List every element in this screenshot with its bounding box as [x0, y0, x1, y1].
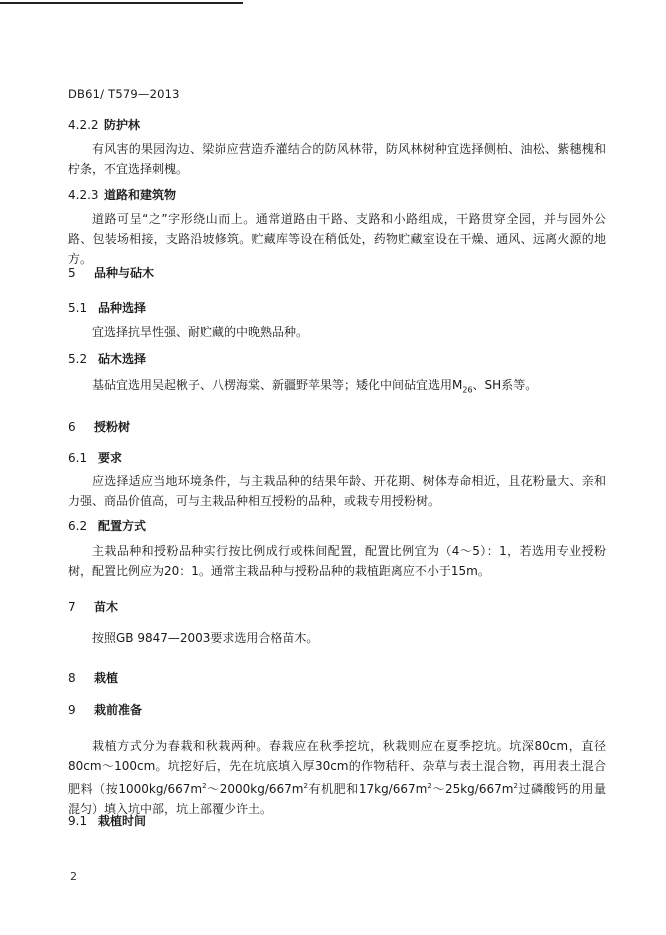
section-title: 品种选择: [98, 301, 147, 315]
section-title: 栽植时间: [98, 814, 147, 828]
standard-code: DB61/ T579—2013: [68, 87, 180, 101]
section-title: 配置方式: [98, 519, 147, 533]
section-number: 9: [68, 703, 76, 717]
section-4-2-3-heading: [68, 186, 176, 203]
section-5-2-heading: [68, 350, 146, 367]
section-5-1-heading: [68, 299, 146, 316]
subscript: 26: [462, 385, 473, 395]
paragraph-6-1: 应选择适应当地环境条件，与主栽品种的结果年龄、开花期、树体寿命相近，且花粉量大、亲和力强、商品价值高，可与主栽品种相互授粉的品种，或栽专用授粉树。: [68, 474, 606, 508]
section-number: 6: [68, 420, 76, 434]
paragraph-text: 有机肥和17kg/667m: [307, 782, 428, 796]
paragraph-7: 按照GB 9847—2003要求选用合格苗木。: [92, 631, 319, 645]
section-number: 8: [68, 671, 76, 685]
section-number: 4.2.2: [68, 118, 99, 132]
section-number: 6.1: [68, 451, 88, 465]
section-8-heading: [68, 669, 118, 686]
section-number: 5: [68, 266, 76, 280]
paragraph-6-2: 主栽品种和授粉品种实行按比例成行或株间配置，配置比例宜为（4～5）：1，若选用专业授粉树，配置比例应为20：1。通常主栽品种与授粉品种的栽植距离应不小于15m。: [68, 544, 606, 578]
section-title: 栽植: [94, 671, 119, 685]
page-number: 2: [70, 870, 77, 883]
section-6-1-heading: [68, 449, 122, 466]
section-title: 砧木选择: [98, 352, 147, 366]
section-title: 栽前准备: [94, 703, 143, 717]
section-number: 6.2: [68, 519, 88, 533]
paragraph-text-tail: 、SH系等。: [472, 378, 538, 392]
paragraph-text: ～25kg/667m: [431, 782, 514, 796]
section-9-1-heading: [68, 812, 146, 829]
superscript: 2: [513, 782, 518, 790]
section-number: 4.2.3: [68, 188, 99, 202]
section-6-2-heading: [68, 517, 146, 534]
paragraph-text: 基砧宜选用吴起楸子、八楞海棠、新疆野苹果等；矮化中间砧宜选用M: [92, 378, 463, 392]
paragraph-5-2: [68, 375, 606, 400]
superscript: 2: [427, 782, 432, 790]
section-number: 5.1: [68, 301, 88, 315]
section-9-heading: [68, 701, 142, 718]
paragraph-4-2-3: 道路可呈“之”字形绕山而上。通常道路由干路、支路和小路组成，干路贯穿全园，并与园外公路、包装场相接，支路沿坡修筑。贮藏库等设在稍低处，药物贮藏室设在干燥、通风、远离火源的地方。: [68, 212, 606, 266]
top-rule: [0, 2, 243, 4]
section-title: 苗木: [94, 600, 119, 614]
section-title: 品种与砧木: [94, 266, 155, 280]
section-7-heading: [68, 598, 118, 615]
section-title: 授粉树: [94, 420, 131, 434]
paragraph-4-2-2: 有风害的果园沟边、梁峁应营造乔灌结合的防风林带，防风林树种宜选择侧柏、油松、紫穗槐和柠条，不宜选择刺槐。: [68, 142, 606, 176]
superscript: 2: [303, 782, 308, 790]
paragraph-text: 栽植方式分为春栽和秋栽两种。春栽应在秋季挖坑，秋栽则应在夏季挖坑。坑深80cm，直径80cm～100cm。坑挖好后，先在坑底填入厚30cm的作物秸秆、杂草与表土混合物，再用表土混合肥料（按1000kg/667m: [68, 739, 606, 796]
section-title: 道路和建筑物: [104, 188, 177, 202]
paragraph-9: [68, 736, 606, 819]
section-6-heading: [68, 418, 130, 435]
section-title: 防护林: [104, 118, 141, 132]
paragraph-5-1: 宜选择抗旱性强、耐贮藏的中晚熟品种。: [92, 325, 309, 339]
section-number: 5.2: [68, 352, 88, 366]
section-number: 7: [68, 600, 76, 614]
section-title: 要求: [98, 451, 123, 465]
section-5-heading: [68, 264, 154, 281]
paragraph-text: ～2000kg/667m: [206, 782, 304, 796]
section-4-2-2-heading: [68, 116, 140, 133]
section-number: 9.1: [68, 814, 88, 828]
paragraph-text: 过磷酸钙的用量混匀）填入坑中部，坑上部覆少许土。: [68, 782, 606, 816]
superscript: 2: [202, 782, 207, 790]
